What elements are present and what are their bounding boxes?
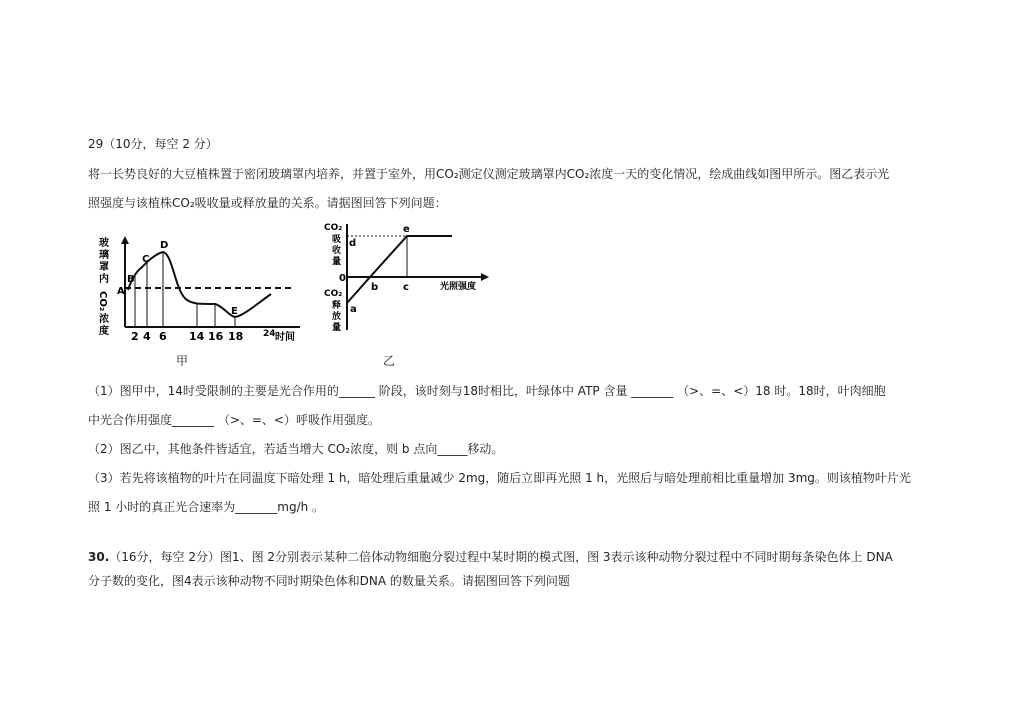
- figure-a-ylabel-char: 度: [99, 326, 109, 337]
- figure-a-tick-label: 18: [228, 330, 244, 343]
- figure-b-x-axis-arrow: [481, 273, 489, 281]
- figure-a-tick-label: 2: [131, 330, 139, 343]
- question-29-sub1-line-2: 中光合作用强度_______ （>、=、<）呼吸作用强度。: [88, 413, 380, 427]
- figure-b-point-label: d: [349, 238, 357, 249]
- figure-a-ylabel-char: 玻: [99, 238, 109, 249]
- figure-b-caption: 乙: [383, 354, 396, 368]
- figure-a-ylabel: [97, 236, 110, 337]
- figure-b-ylabel-top: [324, 223, 342, 267]
- figure-b-light-curve: [322, 220, 502, 340]
- figure-b-ylabel-char: 收: [332, 246, 342, 256]
- figure-a-ylabel-char: 罩: [99, 262, 109, 273]
- figure-a-point-label: B: [127, 274, 135, 285]
- figure-a-ylabel-char: CO₂: [97, 291, 108, 312]
- question-29-sub3-line-2: 照 1 小时的真正光合速率为_______mg/h 。: [88, 500, 325, 514]
- question-29-intro-line-1: 将一长势良好的大豆植株置于密闭玻璃罩内培养，并置于室外，用CO₂测定仪测定玻璃罩内CO₂浓度一天的变化情况，绘成曲线如图甲所示。图乙表示光: [88, 167, 890, 181]
- figure-b-point-label: e: [403, 224, 410, 235]
- figure-a-co2-curve: [95, 232, 315, 347]
- figure-a-ylabel-char: 浓: [99, 314, 109, 325]
- figure-a-ylabel-char: 璃: [99, 250, 109, 261]
- question-29-header: 29（10分，每空 2 分）: [88, 137, 218, 151]
- question-30-header-text: （16分，每空 2分）图1、图 2分别表示某种二倍体动物细胞分裂过程中某时期的模式图，图 3表示该种动物分裂过程中不同时期每条染色体上 DNA: [109, 550, 893, 564]
- figure-b-point-label: b: [371, 282, 379, 293]
- figure-a-tick-label: 24: [263, 329, 276, 339]
- figure-a-ylabel-char: 内: [99, 274, 109, 285]
- figure-b-point-label: c: [403, 282, 409, 293]
- figure-a-caption: 甲: [176, 354, 189, 368]
- question-29-sub3-line-1: （3）若先将该植物的叶片在同温度下暗处理 1 h，暗处理后重量减少 2mg，随后立即再光照 1 h，光照后与暗处理前相比重量增加 3mg。则该植物叶片光: [88, 471, 911, 485]
- figure-a-tick-label: 6: [159, 330, 167, 343]
- question-30-line-2: 分子数的变化，图4表示该种动物不同时期染色体和DNA 的数量关系。请据图回答下列问题: [88, 574, 570, 588]
- figure-b-ylabel-bottom: [324, 289, 342, 333]
- figure-b-xlabel: 光照强度: [440, 282, 477, 292]
- figure-a-point-label: D: [160, 240, 169, 251]
- figure-a-tick-label: 4: [143, 330, 151, 343]
- figure-b-ylabel-char: 量: [332, 257, 342, 267]
- figure-b-curve: [347, 236, 452, 303]
- figure-b-ylabel-char: 吸: [332, 235, 342, 245]
- figure-a-point-label: A: [117, 286, 125, 297]
- figure-a-curve: [128, 252, 271, 317]
- figure-b-ylabel-char: CO₂: [324, 223, 343, 233]
- figure-a-xlabel: 时间: [275, 332, 295, 343]
- figure-a-y-axis-arrow: [121, 236, 129, 244]
- question-29-sub1-line-1: （1）图甲中，14时受限制的主要是光合作用的______ 阶段，该时刻与18时相比，叶绿体中 ATP 含量 _______ （>、=、<）18 时。18时，叶肉细胞: [88, 384, 886, 398]
- figure-b-ylabel-char: 量: [332, 323, 342, 333]
- question-30-header: [88, 548, 893, 565]
- figure-a-point-label: C: [142, 254, 150, 265]
- figure-a-point-label: E: [231, 306, 238, 317]
- figure-b-ylabel-char: 放: [332, 312, 342, 322]
- figure-a-tick-label: 14: [189, 330, 205, 343]
- figure-b-ylabel-char: CO₂: [324, 289, 343, 299]
- figure-b-ylabel-char: 释: [332, 301, 342, 311]
- figure-b-point-label: a: [350, 304, 357, 315]
- question-29-intro-line-2: 照强度与该植株CO₂吸收量或释放量的关系。请据图回答下列问题：: [88, 196, 447, 210]
- question-30-number: 30.: [88, 550, 110, 564]
- figure-b-origin-label: 0: [339, 273, 346, 284]
- question-29-sub2: （2）图乙中，其他条件皆适宜，若适当增大 CO₂浓度，则 b 点向_____移动。: [88, 442, 504, 456]
- figure-a-tick-label: 16: [208, 330, 224, 343]
